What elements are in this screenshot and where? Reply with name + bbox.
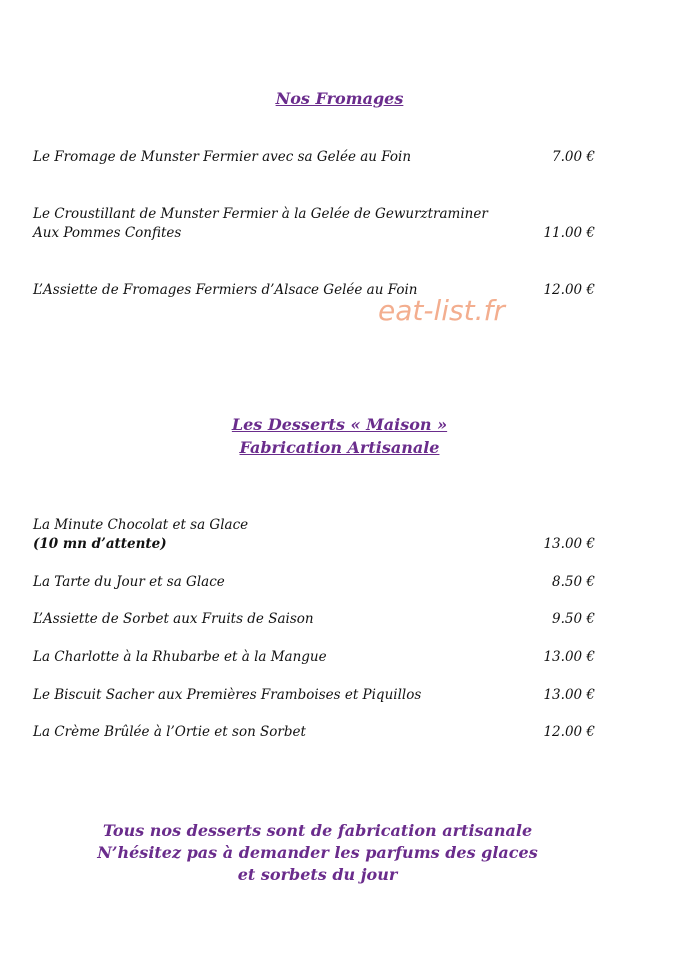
menu-item [33, 205, 595, 243]
item-price: 13.00 € [543, 687, 595, 703]
item-name: La Charlotte à la Rhubarbe et à la Mangue [33, 649, 327, 665]
item-price: 12.00 € [543, 282, 595, 298]
watermark: eat-list.fr [378, 294, 505, 327]
desserts-heading: Les Desserts « Maison » [231, 415, 448, 434]
item-price: 7.00 € [552, 149, 595, 165]
item-name: L’Assiette de Fromages Fermiers d’Alsace Gelée au Foin [33, 282, 418, 298]
menu-item [33, 573, 595, 592]
item-price: 13.00 € [543, 536, 595, 552]
item-price: 12.00 € [543, 724, 595, 740]
menu-item [33, 723, 595, 742]
item-name: La Tarte du Jour et sa Glace [33, 574, 225, 590]
menu-item [33, 648, 595, 667]
footer-line: et sorbets du jour [237, 865, 398, 884]
menu-item [33, 281, 595, 300]
item-note: (10 mn d’attente) [33, 536, 167, 552]
item-name-continued: Aux Pommes Confites [33, 225, 182, 241]
item-name: La Minute Chocolat et sa Glace [33, 517, 249, 533]
item-name: Le Biscuit Sacher aux Premières Framboises et Piquillos [33, 687, 422, 703]
footer-line: N’hésitez pas à demander les parfums des glaces [97, 843, 538, 862]
footer-note [0, 820, 635, 886]
menu-item [33, 148, 595, 167]
item-price: 9.50 € [552, 611, 595, 627]
footer-line: Tous nos desserts sont de fabrication artisanale [102, 821, 533, 840]
menu-item [33, 610, 595, 629]
item-price: 11.00 € [543, 225, 595, 241]
item-price: 13.00 € [543, 649, 595, 665]
item-name: L’Assiette de Sorbet aux Fruits de Saison [33, 611, 314, 627]
cheeses-heading: Nos Fromages [275, 89, 404, 108]
menu-item [33, 686, 595, 705]
menu-item [33, 516, 595, 554]
item-name: Le Fromage de Munster Fermier avec sa Gelée au Foin [33, 149, 412, 165]
desserts-subheading: Fabrication Artisanale [239, 438, 440, 457]
item-name: Le Croustillant de Munster Fermier à la Gelée de Gewurztraminer [33, 206, 488, 222]
item-price: 8.50 € [552, 574, 595, 590]
item-name: La Crème Brûlée à l’Ortie et son Sorbet [33, 724, 306, 740]
